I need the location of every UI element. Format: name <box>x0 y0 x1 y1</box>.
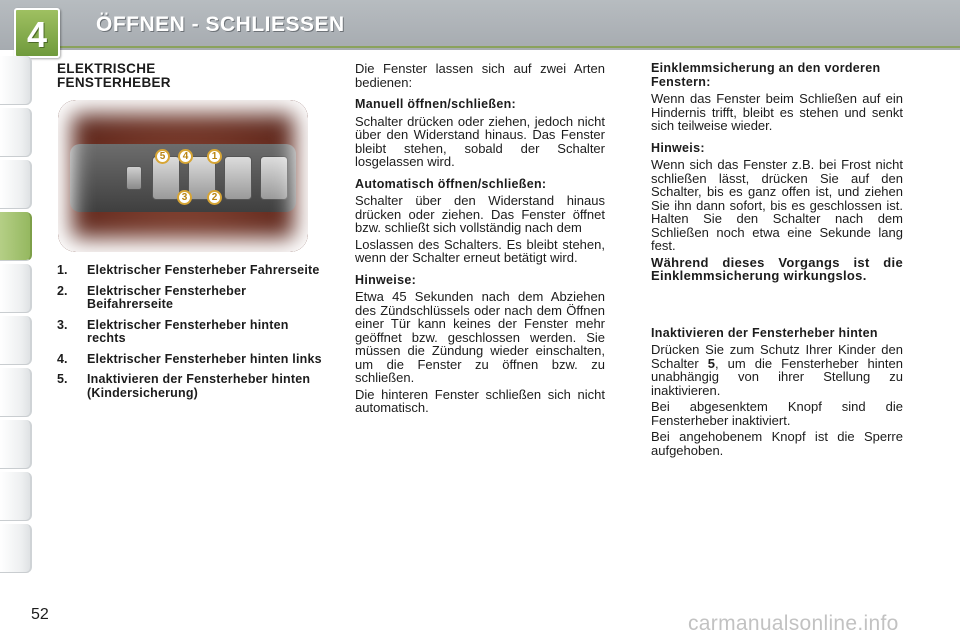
middle-column <box>355 62 605 418</box>
right-column <box>651 62 903 460</box>
lowered-knob-text: Bei abgesenktem Knopf sind die Fensterheber inaktiviert. <box>651 399 903 428</box>
chapter-tab[interactable] <box>0 420 32 469</box>
chapter-tabs <box>0 56 34 576</box>
auto-heading: Automatisch öffnen/schließen: <box>355 176 547 191</box>
deactivate-heading: Inaktivieren der Fensterheber hinten <box>651 325 878 340</box>
notes-heading: Hinweise: <box>355 272 417 287</box>
figure-label-1: 1 <box>207 149 222 164</box>
deactivate-text-start: Drücken Sie zum Schutz Ihrer Kinder den Schalter <box>651 342 903 371</box>
chapter-tab-active[interactable] <box>0 212 32 261</box>
list-number: 5. <box>57 372 68 386</box>
chapter-tab[interactable] <box>0 56 32 105</box>
watermark: carmanualsonline.info <box>688 612 899 635</box>
chapter-tab[interactable] <box>0 264 32 313</box>
auto-text-1: Schalter über den Widerstand hinaus drücken oder ziehen. Das Fenster öffnet bzw. schließt sich vollständig nach dem <box>355 193 605 235</box>
list-number: 1. <box>57 263 68 277</box>
chapter-number: 4 <box>26 14 48 55</box>
chapter-tab[interactable] <box>0 472 32 521</box>
chapter-tab[interactable] <box>0 108 32 157</box>
figure-label-4: 4 <box>178 149 193 164</box>
note-heading: Hinweis: <box>651 140 705 155</box>
notes-text-1: Etwa 45 Sekunden nach dem Abziehen des Zündschlüssels oder nach dem Öffnen einer Tür kann keines der Fenster mehr geöffnet bzw. geschlossen werden. Sie müssen die Zündung wieder einschalten, um die Fenster zu öffnen bzw. zu schließen. <box>355 289 605 385</box>
deactivate-text <box>651 343 903 397</box>
raised-knob-text: Bei angehobenem Knopf ist die Sperre aufgehoben. <box>651 429 903 458</box>
list-number: 2. <box>57 283 68 298</box>
page-title: ÖFFNEN - SCHLIESSEN <box>96 13 345 36</box>
intro-text: Die Fenster lassen sich auf zwei Arten bedienen: <box>355 61 605 90</box>
list-label: Elektrischer Fensterheber hinten rechts <box>87 317 289 345</box>
photo-vignette <box>58 100 308 252</box>
notes-text-2: Die hinteren Fenster schließen sich nicht automatisch. <box>355 386 605 415</box>
left-column <box>57 62 312 90</box>
chapter-tab[interactable] <box>0 368 32 417</box>
pinch-protection-heading: Einklemmsicherung an den vorderen Fenstern: <box>651 61 881 89</box>
list-label: Elektrischer Fensterheber hinten links <box>87 351 322 366</box>
figure-label-2: 2 <box>207 190 222 205</box>
list-label: Elektrischer Fensterheber Beifahrerseite <box>87 283 247 311</box>
list-item <box>57 285 327 312</box>
pinch-protection-text: Wenn das Fenster beim Schließen auf ein Hindernis trifft, bleibt es stehen und senkt sich teilweise wieder. <box>651 91 903 133</box>
list-label: Elektrischer Fensterheber Fahrerseite <box>87 263 320 277</box>
page-number: 52 <box>31 606 49 623</box>
list-label: Inaktivieren der Fensterheber hinten (Kindersicherung) <box>87 372 311 400</box>
switch-number-ref: 5 <box>707 355 715 371</box>
chapter-tab[interactable] <box>0 316 32 365</box>
list-number: 4. <box>57 351 68 366</box>
chapter-badge <box>14 8 60 58</box>
section-title-line1: ELEKTRISCHE <box>57 61 156 76</box>
list-item <box>57 373 327 400</box>
list-item <box>57 319 327 346</box>
chapter-tab[interactable] <box>0 160 32 209</box>
legend-list <box>57 264 327 407</box>
warning-text: Während dieses Vorgangs ist die Einklemmsicherung wirkungslos. <box>651 254 903 283</box>
figure-label-5: 5 <box>155 149 170 164</box>
manual-text: Schalter drücken oder ziehen, jedoch nicht über den Widerstand hinaus. Das Fenster bleibt stehen, sobald der Schalter losgelassen wird. <box>355 113 605 169</box>
note-text: Wenn sich das Fenster z.B. bei Frost nicht schließen lässt, drücken Sie auf den Schalter, bis es ganz offen ist, und ziehen Sie ihn dann sofort, bis es geschlossen ist. Halten Sie den Schalter nach dem Schließen noch etwa eine Sekunde lang fest. <box>651 157 903 253</box>
window-switch-photo <box>58 100 308 252</box>
manual-heading: Manuell öffnen/schließen: <box>355 97 516 111</box>
auto-text-2: Loslassen des Schalters. Es bleibt stehen, wenn der Schalter erneut betätigt wird. <box>355 236 605 265</box>
deactivate-text-end: , um die Fensterheber hinten unabhängig von ihrer Stellung zu inaktivieren. <box>651 355 903 398</box>
figure-label-3: 3 <box>177 190 192 205</box>
section-title-line2: FENSTERHEBER <box>57 75 171 90</box>
chapter-tab[interactable] <box>0 524 32 573</box>
list-item <box>57 264 327 278</box>
list-item <box>57 353 327 367</box>
list-number: 3. <box>57 317 68 332</box>
header-divider <box>48 46 960 48</box>
